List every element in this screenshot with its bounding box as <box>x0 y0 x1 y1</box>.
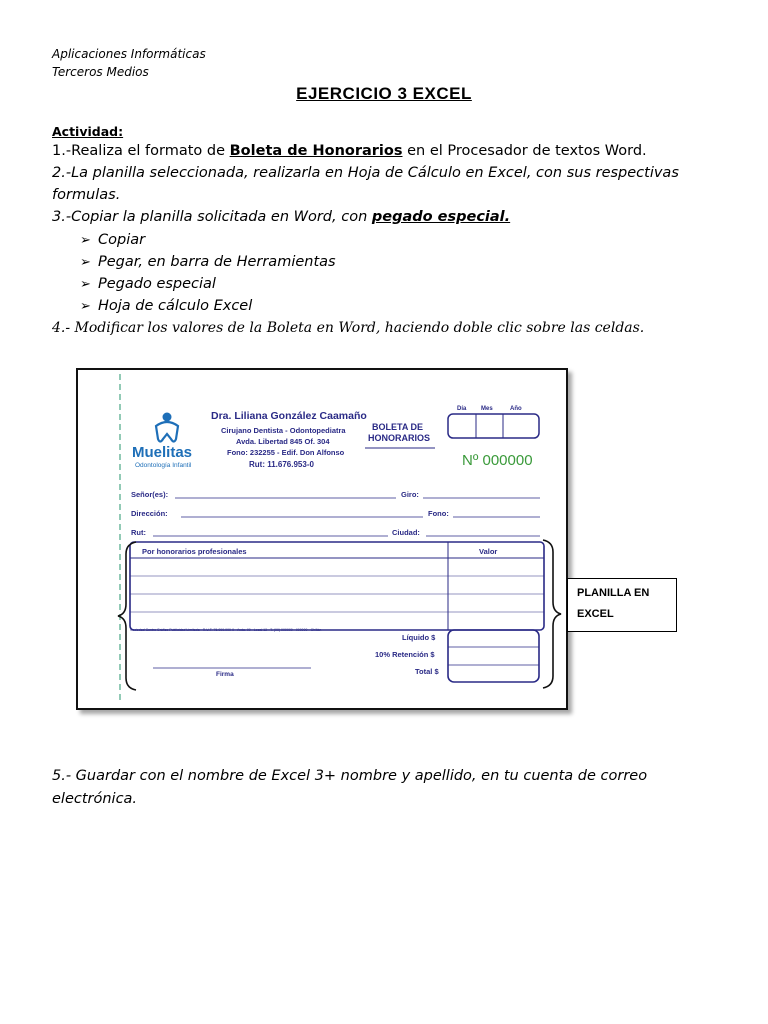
brand-subtitle: Odontología Infantil <box>135 462 192 469</box>
field-giro: Giro: <box>401 490 419 499</box>
arrow-bullet-icon: ➢ <box>80 233 91 248</box>
bullet-item <box>80 276 216 292</box>
step-3-text: 3.-Copiar la planilla solicitada en Word, con <box>52 209 372 225</box>
course-name: Terceros Medios <box>52 65 149 79</box>
doctor-address: Avda. Libertad 845 Of. 304 <box>236 437 330 446</box>
label-firma: Firma <box>216 671 234 678</box>
label-total: Total $ <box>415 667 439 676</box>
field-direccion: Dirección: <box>131 509 168 518</box>
callout-line-1: PLANILLA EN <box>577 587 650 599</box>
bullet-text: Copiar <box>98 232 146 248</box>
bullet-item <box>80 254 336 270</box>
instruction-step-5: 5.- Guardar con el nombre de Excel 3+ nombre y apellido, en tu cuenta de correo <box>52 768 648 784</box>
table-header-concept: Por honorarios profesionales <box>142 547 247 556</box>
bullet-text: Pegar, en barra de Herramientas <box>98 254 336 270</box>
activity-label: Actividad: <box>52 124 124 139</box>
receipt-number: Nº 000000 <box>462 452 533 469</box>
bullet-text: Pegado especial <box>98 276 216 292</box>
table-header-value: Valor <box>479 547 498 556</box>
arrow-bullet-icon: ➢ <box>80 277 91 292</box>
instruction-step-1 <box>52 143 647 159</box>
step-1-text-end: en el Procesador de textos Word. <box>402 143 647 159</box>
date-label-month: Mes <box>481 406 493 412</box>
subject-name: Aplicaciones Informáticas <box>52 47 206 61</box>
field-rut: Rut: <box>131 528 146 537</box>
step-1-text: 1.-Realiza el formato de <box>52 143 230 159</box>
bullet-item <box>80 232 145 248</box>
instruction-step-5-cont: electrónica. <box>52 791 138 807</box>
arrow-bullet-icon: ➢ <box>80 255 91 270</box>
bullet-item <box>80 298 252 314</box>
arrow-bullet-icon: ➢ <box>80 299 91 314</box>
page-title: EJERCICIO 3 EXCEL <box>296 84 472 103</box>
label-liquido: Líquido $ <box>402 633 436 642</box>
doctor-name: Dra. Liliana González Caamaño <box>211 410 367 422</box>
fine-print: Sociedad Centro Gráfico Publicidad Limitada · R.U.T. 76.000.000-0 · Avda. 00 · Local 12 · T. (00) 000000 · 000000 · Chillán <box>130 628 322 632</box>
callout-line-2: EXCEL <box>577 608 614 620</box>
doctor-rut: Rut: 11.676.953-0 <box>249 460 314 469</box>
label-retencion: 10% Retención $ <box>375 650 435 659</box>
brand-name: Muelitas <box>132 444 193 461</box>
planilla-callout <box>567 578 677 632</box>
receipt-image <box>76 368 568 710</box>
instruction-step-2: 2.-La planilla seleccionada, realizarla en Hoja de Cálculo en Excel, con sus respectivas <box>52 165 679 181</box>
doctor-specialty: Cirujano Dentista - Odontopediatra <box>221 426 346 435</box>
instruction-step-4: 4.- Modificar los valores de la Boleta en Word, haciendo doble clic sobre las celdas. <box>52 320 645 336</box>
doctor-phone: Fono: 232255 - Edif. Don Alfonso <box>227 448 345 457</box>
instruction-step-3 <box>52 209 510 225</box>
step-1-bold: Boleta de Honorarios <box>229 143 403 159</box>
doc-title-1: BOLETA DE <box>372 422 423 432</box>
bullet-text: Hoja de cálculo Excel <box>98 298 253 314</box>
step-3-bold: pegado especial. <box>371 209 511 225</box>
doc-title-2: HONORARIOS <box>368 433 431 443</box>
field-senores: Señor(es): <box>131 490 169 499</box>
field-ciudad: Ciudad: <box>392 528 420 537</box>
date-label-day: Día <box>457 406 467 412</box>
date-label-year: Año <box>510 406 522 412</box>
field-fono: Fono: <box>428 509 449 518</box>
instruction-step-2-cont: formulas. <box>52 187 121 203</box>
tooth-logo-icon <box>156 413 178 442</box>
